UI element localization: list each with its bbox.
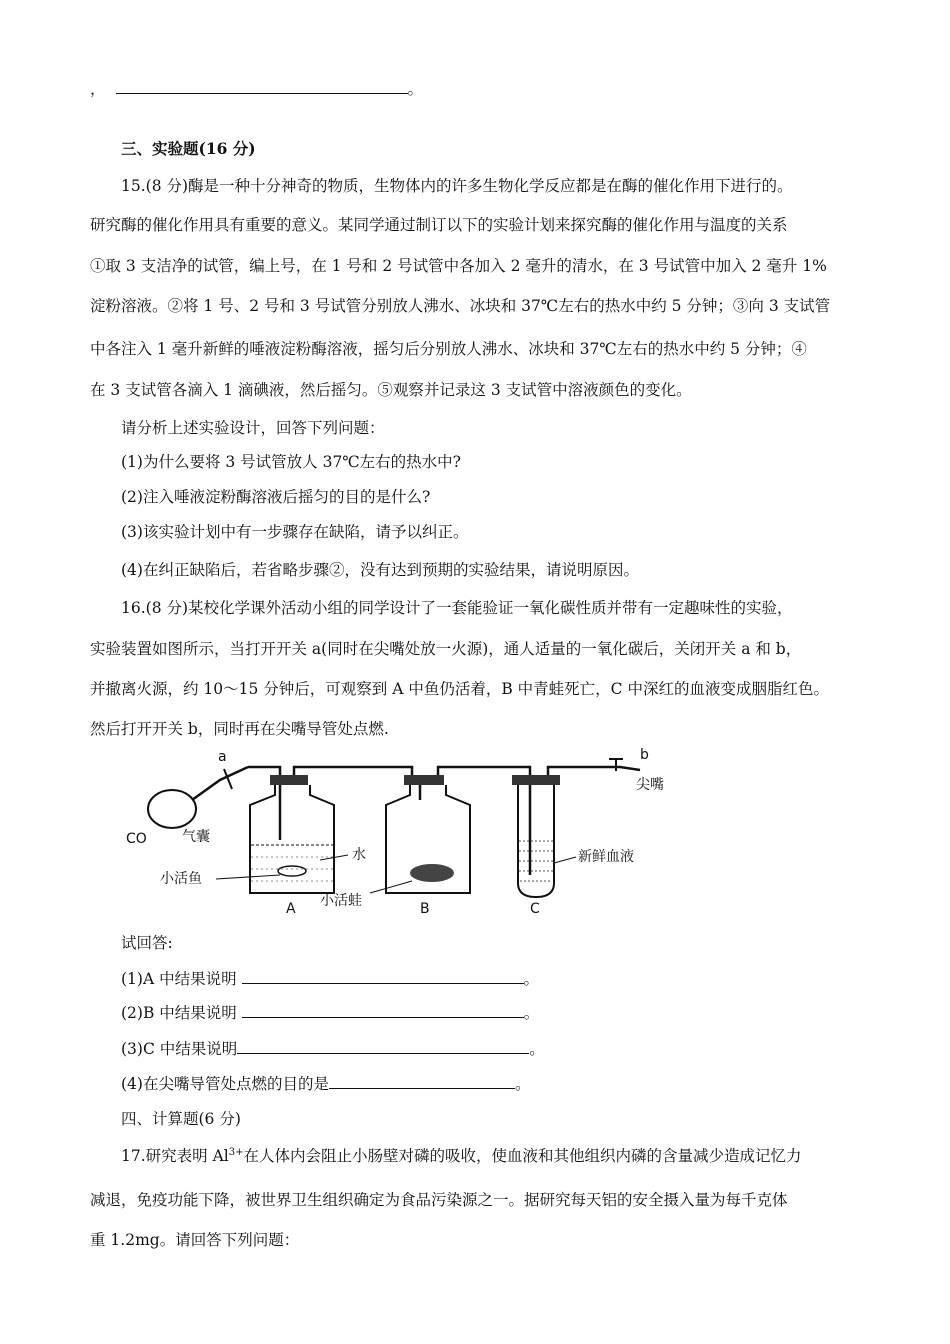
q15-line-4: 淀粉溶液。②将 1 号、2 号和 3 号试管分别放人沸水、冰块和 37℃左右的热水中约 5 分钟；③向 3 支试管 xyxy=(90,297,831,315)
answer-4-blank[interactable] xyxy=(329,1074,515,1089)
q17-line-1 xyxy=(121,1146,802,1166)
frog-pointer xyxy=(370,881,412,893)
label-bottle-a: A xyxy=(286,901,296,917)
answer-3-suffix: 。 xyxy=(529,1040,545,1058)
q15-question-4: (4)在纠正缺陷后，若省略步骤②，没有达到预期的实验结果，请说明原因。 xyxy=(121,561,639,579)
q16-line-4: 然后打开开关 b，同时再在尖嘴导管处点燃. xyxy=(90,720,389,738)
label-switch-a: a xyxy=(218,749,227,765)
bag-tube xyxy=(192,767,248,800)
label-gas-bag: 气囊 xyxy=(182,829,210,845)
q16-prompt: 试回答: xyxy=(121,934,173,952)
q17-line-3: 重 1.2mg。请回答下列问题： xyxy=(90,1231,300,1249)
bottle-a xyxy=(250,785,334,893)
stopper-c xyxy=(512,775,560,785)
q15-question-3: (3)该实验计划中有一步骤存在缺陷，请予以纠正。 xyxy=(121,523,469,541)
label-water: 水 xyxy=(352,847,366,863)
label-blood: 新鲜血液 xyxy=(578,849,634,865)
water-a xyxy=(251,857,333,881)
q16-answer-2 xyxy=(121,1003,539,1023)
gas-bag xyxy=(148,790,196,828)
tube-a-to-b xyxy=(294,767,412,785)
q15-line-2: 研究酶的催化作用具有重要的意义。某同学通过制订以下的实验计划来探究酶的催化作用与温度的关系 xyxy=(90,216,788,234)
q16-answer-4 xyxy=(121,1074,530,1094)
label-tube-c: C xyxy=(530,901,540,917)
label-co: CO xyxy=(126,831,147,847)
answer-blank[interactable] xyxy=(116,79,408,94)
period-text: 。 xyxy=(407,80,424,98)
answer-1-suffix: 。 xyxy=(523,970,540,988)
switch-a-icon xyxy=(224,769,232,789)
stopper-b xyxy=(404,775,444,785)
answer-2-blank[interactable] xyxy=(242,1003,524,1018)
answer-3-blank[interactable] xyxy=(237,1039,529,1054)
q15-prompt: 请分析上述实验设计，回答下列问题： xyxy=(121,419,385,437)
section-4-title: 四、计算题(6 分) xyxy=(121,1110,241,1128)
answer-4-label: (4)在尖嘴导管处点燃的目的是 xyxy=(121,1075,329,1093)
label-bottle-b: B xyxy=(420,901,430,917)
answer-2-label: (2)B 中结果说明 xyxy=(121,1004,242,1022)
q15-line-3: ①取 3 支洁净的试管，编上号，在 1 号和 2 号试管中各加入 2 毫升的清水，在 3 号试管中加入 2 毫升 1% xyxy=(90,257,827,275)
q16-answer-3 xyxy=(121,1039,545,1059)
label-fish: 小活鱼 xyxy=(160,871,202,887)
answer-2-suffix: 。 xyxy=(523,1004,540,1022)
q15-line-6: 在 3 支试管各滴入 1 滴碘液，然后摇匀。⑤观察并记录这 3 支试管中溶液颜色的变化。 xyxy=(90,381,692,399)
stopper-a xyxy=(270,775,308,785)
q15-line-5: 中各注入 1 毫升新鲜的唾液淀粉酶溶液，摇匀后分别放人沸水、冰块和 37℃左右的热水中约 5 分钟；④ xyxy=(90,340,807,358)
label-tip: 尖嘴 xyxy=(636,777,664,793)
q16-line-1: 16.(8 分)某校化学课外活动小组的同学设计了一套能验证一氧化碳性质并带有一定趣味性的实验， xyxy=(121,599,793,617)
section-3-title: 三、实验题(16 分) xyxy=(121,139,256,158)
q15-question-2: (2)注入唾液淀粉酶溶液后摇匀的目的是什么? xyxy=(121,488,431,506)
q17-line-1-pre: 17.研究表明 Al xyxy=(121,1147,229,1165)
q17-line-2: 减退，免疫功能下降，被世界卫生组织确定为食品污染源之一。据研究每天铝的安全摄入量为每千克体 xyxy=(90,1191,788,1209)
label-switch-b: b xyxy=(640,747,649,763)
outlet-tube xyxy=(548,767,640,785)
frog-icon xyxy=(410,864,454,882)
answer-4-suffix: 。 xyxy=(514,1075,531,1093)
experiment-apparatus-figure xyxy=(120,745,690,920)
q15-question-1: (1)为什么要将 3 号试管放人 37℃左右的热水中? xyxy=(121,453,461,471)
fish-pointer xyxy=(216,875,280,879)
q17-line-1-post: 在人体内会阻止小肠壁对磷的吸收，使血液和其他组织内磷的含量减少造成记忆力 xyxy=(243,1147,802,1165)
previous-answer-line xyxy=(90,79,423,99)
comma-text: ， xyxy=(90,80,106,98)
answer-1-blank[interactable] xyxy=(242,969,524,984)
label-frog: 小活蛙 xyxy=(320,893,362,909)
q17-superscript: 3+ xyxy=(228,1146,244,1158)
fish-icon xyxy=(278,866,306,876)
q16-line-3: 并撤离火源，约 10～15 分钟后，可观察到 A 中鱼仍活着，B 中青蛙死亡，C 中深红的血液变成胭脂红色。 xyxy=(90,680,829,698)
q16-line-2: 实验装置如图所示，当打开开关 a(同时在尖嘴处放一火源)，通人适量的一氧化碳后，关闭开关 a 和 b， xyxy=(90,640,802,658)
answer-1-label: (1)A 中结果说明 xyxy=(121,970,242,988)
blood-pointer xyxy=(554,857,576,863)
q15-line-1: 15.(8 分)酶是一种十分神奇的物质，生物体内的许多生物化学反应都是在酶的催化作用下进行的。 xyxy=(121,177,793,195)
blood-c xyxy=(519,841,553,881)
q16-answer-1 xyxy=(121,969,539,989)
answer-3-label: (3)C 中结果说明 xyxy=(121,1040,238,1058)
